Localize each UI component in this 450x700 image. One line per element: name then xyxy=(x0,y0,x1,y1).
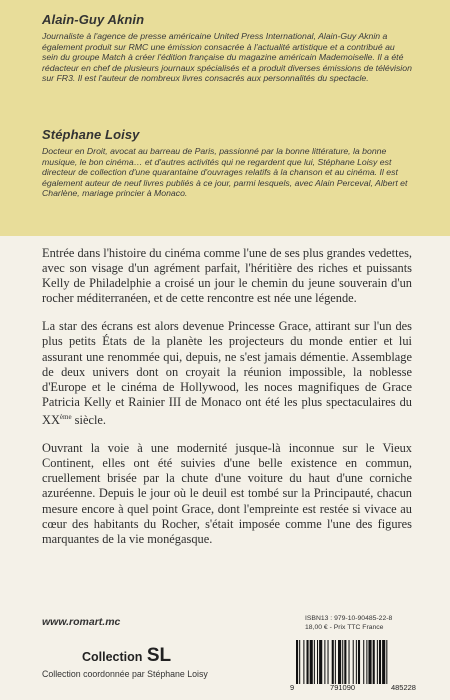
collection-credit: Collection coordonnée par Stéphane Loisy xyxy=(42,669,208,679)
barcode-bar xyxy=(373,640,375,684)
barcode-bar xyxy=(382,640,385,684)
barcode-bar xyxy=(358,640,360,684)
barcode-digits xyxy=(288,683,418,692)
barcode-bar xyxy=(386,640,387,684)
collection-word: Collection xyxy=(82,650,143,664)
barcode-bar xyxy=(332,640,334,684)
collection-logo xyxy=(82,645,171,667)
author-name: Stéphane Loisy xyxy=(42,127,140,142)
barcode-bar xyxy=(317,640,318,684)
author-bio: Docteur en Droit, avocat au barreau de Paris, passionné par la bonne littérature, la bonne musique, le bon cinéma… et d'autres activités qui ne regardent que lui, Stéphane Loisy est directeur de collection d'une quarantaine d'ouvrages relatifs à la chanson et au cinéma. Il est également auteur de neuf livres publiés à ce jour, parmi lesquels, avec Alain Perceval, Albert et Charlène, mariage princier à Monaco. xyxy=(42,146,408,199)
isbn-price-block xyxy=(305,614,392,632)
barcode-bar xyxy=(368,640,371,684)
publisher-website-link[interactable]: www.romart.mc xyxy=(42,616,121,628)
back-cover-blurb xyxy=(42,246,412,560)
barcode-bar xyxy=(353,640,354,684)
blurb-paragraph-1: Entrée dans l'histoire du cinéma comme l'une de ses plus grandes vedettes, avec son visage d'un agrément parfait, l'héritière des riches et puissants Kelly de Philadelphie a croisé un jour le chemin du jeune souverain d'un rocher méditerranéen, et de cette rencontre est née une légende. xyxy=(42,246,412,306)
blurb-paragraph-2-text: La star des écrans est alors devenue Princesse Grace, attirant sur l'un des plus petits États de la planète les projecteurs du monde entier et lui assurant une renommée qui, depuis, ne s'est jamais démentie. Assemblage de deux univers dont on croyait la réunion impossible, la noblesse d'Europe et le cinéma de Hollywood, les noces magnifiques de Grace Patricia Kelly et Rainier III de Monaco ont été les plus spectaculaires du XX xyxy=(42,319,412,428)
author-name: Alain-Guy Aknin xyxy=(42,12,145,27)
barcode-bar xyxy=(303,640,304,684)
blurb-paragraph-2 xyxy=(42,319,412,428)
barcode-bar xyxy=(342,640,343,684)
barcode-bar xyxy=(310,640,313,684)
barcode-bar xyxy=(366,640,367,684)
barcode-bar xyxy=(363,640,364,684)
barcode-bar xyxy=(299,640,300,684)
barcode-digit-lead: 9 xyxy=(290,683,295,692)
barcode-image xyxy=(288,640,418,688)
barcode-bar xyxy=(338,640,341,684)
barcode-bar xyxy=(335,640,336,684)
barcode-bar xyxy=(344,640,346,684)
author-block-loisy xyxy=(42,127,412,199)
barcode-bars xyxy=(288,640,418,684)
barcode-bar xyxy=(356,640,357,684)
barcode-bar xyxy=(379,640,381,684)
barcode-bar xyxy=(307,640,309,684)
barcode-digits-right: 485228 xyxy=(390,683,416,692)
barcode-bar xyxy=(319,640,322,684)
author-block-aknin xyxy=(42,12,412,84)
barcode-bar xyxy=(377,640,378,684)
barcode-bar xyxy=(296,640,298,684)
author-bio: Journaliste à l'agence de presse américaine United Press International, Alain-Guy Aknin a également produit sur RMC une émission consacrée à l'actualité artistique et a contribué au sein du groupe Match à créer l'édition française du magazine américain Mademoiselle. Il a été rédacteur en chef de plusieurs journaux spécialisés et a produit diverses émissions de télévision sur FR3. Il est l'auteur de nombreux livres consacrés aux personnalités du spectacle. xyxy=(42,31,412,84)
blurb-paragraph-2-end: siècle. xyxy=(71,413,106,428)
price-label: 18,00 € - Prix TTC France xyxy=(305,624,384,631)
isbn-number: ISBN13 : 979-10-90485-22-8 xyxy=(305,615,393,622)
century-superscript: ème xyxy=(59,412,72,421)
barcode-bar xyxy=(349,640,350,684)
blurb-paragraph-3: Ouvrant la voie à une modernité jusque-là inconnue sur le Vieux Continent, elles ont été suivies d'une belle existence en commun, cruellement brisée par la chute d'une voiture du haut d'une corniche azuréenne. Depuis le jour où le deuil est tombé sur la Principauté, chacun mesure encore à quel point Grace, dont l'empreinte est restée si vivace au cœur des habitants du Rocher, s'était imposée comme l'une des figures marquantes de la vie monégasque. xyxy=(42,441,412,546)
barcode-bar xyxy=(314,640,315,684)
collection-code: SL xyxy=(146,645,172,666)
barcode-bar xyxy=(324,640,325,684)
barcode-digits-left: 791090 xyxy=(330,683,356,692)
barcode-bar xyxy=(328,640,329,684)
